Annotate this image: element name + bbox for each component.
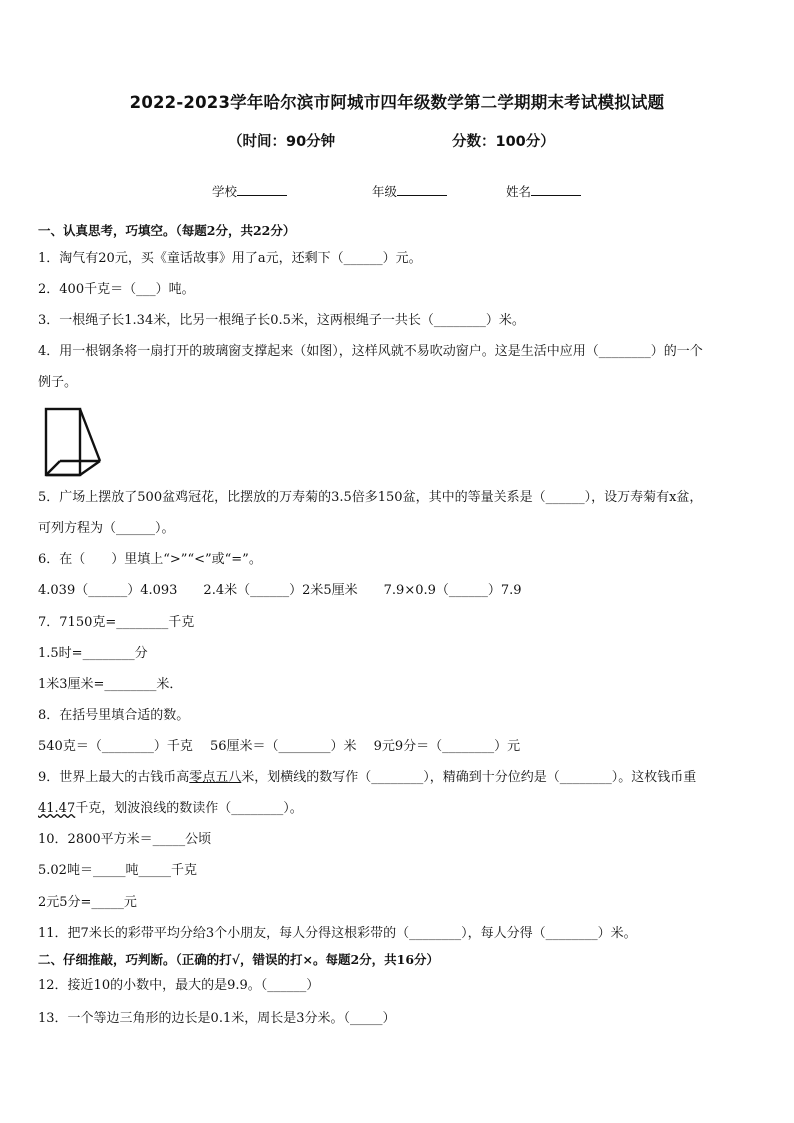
question-7: 7．7150克=________千克 bbox=[38, 615, 195, 630]
question-5-line-1: 5．广场上摆放了500盆鸡冠花，比摆放的万寿菊的3.5倍多150盆，其中的等量关系是（______），设万寿菊有x盆， bbox=[38, 490, 703, 505]
name-label: 姓名 bbox=[506, 184, 532, 199]
wavy-underlined-number: 41.47 bbox=[38, 801, 76, 816]
grade-field bbox=[372, 182, 447, 200]
question-5-line-2: 可列方程为（______）。 bbox=[38, 521, 175, 536]
question-3: 3．一根绳子长1.34米，比另一根绳子长0.5米，这两根绳子一共长（________）米。 bbox=[38, 313, 525, 328]
grade-blank bbox=[397, 182, 447, 196]
question-10-part-2: 5.02吨＝_____吨_____千克 bbox=[38, 863, 197, 878]
name-blank bbox=[531, 182, 581, 196]
question-8: 8．在括号里填合适的数。 bbox=[38, 708, 190, 723]
question-12: 12．接近10的小数中，最大的是9.9。（______） bbox=[38, 978, 320, 993]
grade-label: 年级 bbox=[372, 184, 398, 199]
school-blank bbox=[237, 182, 287, 196]
question-10: 10．2800平方米＝_____公顷 bbox=[38, 832, 212, 847]
underlined-number: 零点五八 bbox=[189, 770, 242, 785]
question-13: 13．一个等边三角形的边长是0.1米，周长是3分米。（_____） bbox=[38, 1011, 396, 1026]
question-10-part-3: 2元5分=_____元 bbox=[38, 895, 137, 910]
question-9-line-2 bbox=[38, 800, 303, 818]
question-6-items: 4.039（______）4.093 2.4米（______）2米5厘米 7.9×0.9（______）7.9 bbox=[38, 583, 522, 598]
section-2-heading: 二、仔细推敲，巧判断。（正确的打√，错误的打×。每题2分，共16分） bbox=[38, 952, 440, 967]
question-9-text: 9．世界上最大的古钱币高 bbox=[38, 770, 190, 785]
question-11: 11．把7米长的彩带平均分给3个小朋友，每人分得这根彩带的（________），每人分得（________）米。 bbox=[38, 926, 637, 941]
question-2: 2．400千克＝（___）吨。 bbox=[38, 282, 195, 297]
exam-time: （时间：90分钟 bbox=[228, 134, 336, 150]
question-9-text-cont: 米，划横线的数写作（________），精确到十分位约是（________）。这枚钱币重 bbox=[241, 770, 697, 785]
question-7-part-3: 1米3厘米=________米． bbox=[38, 677, 183, 692]
question-4-line-2: 例子。 bbox=[38, 375, 78, 390]
question-8-items: 540克＝（________）千克 56厘米＝（________）米 9元9分＝（________）元 bbox=[38, 739, 521, 754]
section-1-heading: 一、认真思考，巧填空。（每题2分，共22分） bbox=[38, 223, 296, 238]
exam-score: 分数：100分） bbox=[452, 134, 555, 150]
question-7-part-2: 1.5时=________分 bbox=[38, 646, 148, 661]
question-9-text-end: 千克，划波浪线的数读作（________）。 bbox=[75, 801, 303, 816]
school-label: 学校 bbox=[212, 184, 238, 199]
school-field bbox=[212, 182, 287, 200]
window-support-figure bbox=[40, 405, 106, 481]
name-field bbox=[506, 182, 581, 200]
page-title: 2022-2023学年哈尔滨市阿城市四年级数学第二学期期末考试模拟试题 bbox=[129, 93, 665, 112]
question-4-line-1: 4．用一根钢条将一扇打开的玻璃窗支撑起来（如图），这样风就不易吹动窗户。这是生活中应用（________）的一个 bbox=[38, 344, 703, 359]
question-1: 1．淘气有20元，买《童话故事》用了a元，还剩下（______）元。 bbox=[38, 251, 422, 266]
question-6: 6．在（ ）里填上“>”“<”或“=”。 bbox=[38, 552, 262, 567]
question-9-line-1 bbox=[38, 769, 696, 787]
